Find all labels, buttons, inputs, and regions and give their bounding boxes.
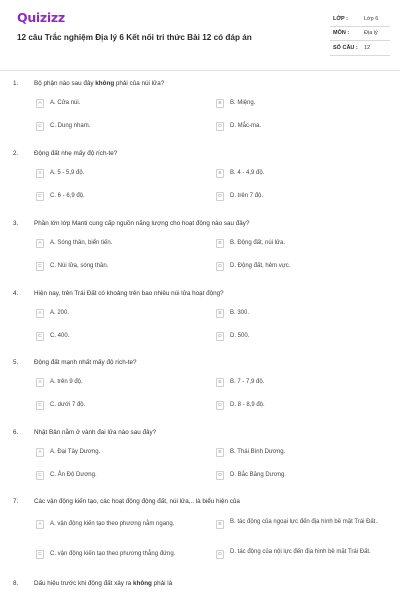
meta-label: SỐ CÂU : xyxy=(333,44,358,51)
option-text: D. trên 7 độ. xyxy=(230,193,264,199)
option-b[interactable] xyxy=(216,169,264,178)
meta-row-grade xyxy=(330,12,390,27)
option-c[interactable] xyxy=(36,332,69,341)
option-text: A. 200. xyxy=(50,310,70,316)
option-text: D. 8 - 8,9 độ. xyxy=(230,402,265,408)
question-text: Phần lớn lớp Manti cung cấp nguồn năng lượng cho hoạt động nào sau đây? xyxy=(34,220,250,227)
option-letter: D xyxy=(216,192,224,201)
option-letter: B xyxy=(216,169,224,178)
option-letter: D xyxy=(216,550,224,559)
quizizz-logo[interactable]: Quizizz xyxy=(17,10,65,25)
option-text: D. 500. xyxy=(230,333,250,339)
option-text: A. Sóng thần, biển tiến. xyxy=(50,240,113,246)
meta-row-subject xyxy=(330,27,390,42)
option-text: D. Động đất, hẻm vực. xyxy=(230,263,291,269)
option-d[interactable] xyxy=(216,192,263,201)
option-text: B. Động đất, núi lửa. xyxy=(230,240,286,246)
option-d[interactable] xyxy=(216,122,261,131)
option-text: A. vận động kiến tạo theo phương nằm ngang. xyxy=(50,521,175,527)
option-letter: B xyxy=(216,309,224,318)
option-d[interactable] xyxy=(216,550,380,559)
option-a[interactable] xyxy=(36,378,83,387)
worksheet-header xyxy=(0,0,400,66)
worksheet-title: 12 câu Trắc nghiệm Địa lý 6 Kết nối tri thức Bài 12 có đáp án xyxy=(17,33,252,42)
option-letter: C xyxy=(36,262,44,271)
option-c[interactable] xyxy=(36,192,85,201)
option-b[interactable] xyxy=(216,99,255,108)
option-b[interactable] xyxy=(216,309,249,318)
option-text: B. 300. xyxy=(230,310,250,316)
option-text: C. dưới 7 độ. xyxy=(50,402,86,408)
option-d[interactable] xyxy=(216,401,265,410)
option-a[interactable] xyxy=(36,99,80,108)
option-c[interactable] xyxy=(36,550,175,559)
option-text: C. Ấn Độ Dương. xyxy=(50,472,97,478)
option-text: C. Núi lửa, sóng thần. xyxy=(50,263,109,269)
option-a[interactable] xyxy=(36,309,69,318)
question-number: 6. xyxy=(13,429,19,436)
header-divider xyxy=(0,70,400,71)
option-letter: D xyxy=(216,122,224,131)
option-letter: A xyxy=(36,520,44,529)
option-letter: C xyxy=(36,471,44,480)
option-letter: D xyxy=(216,471,224,480)
option-letter: D xyxy=(216,401,224,410)
option-d[interactable] xyxy=(216,471,286,480)
option-letter: C xyxy=(36,401,44,410)
option-b[interactable] xyxy=(216,448,285,457)
question-number: 2. xyxy=(13,150,19,157)
option-letter: B xyxy=(216,520,224,529)
question-number: 8. xyxy=(13,580,19,587)
option-letter: B xyxy=(216,448,224,457)
question-text: Hiện nay, trên Trái Đất có khoảng trên bao nhiêu núi lửa hoạt động? xyxy=(34,290,224,297)
option-text: C. 6 - 6,9 độ. xyxy=(50,193,85,199)
meta-value: Lớp 6 xyxy=(364,15,379,22)
option-b[interactable] xyxy=(216,378,264,387)
question-text: Bộ phận nào sau đây không phải của núi lửa? xyxy=(34,80,165,87)
option-letter: A xyxy=(36,239,44,248)
option-letter: C xyxy=(36,122,44,131)
question-number: 5. xyxy=(13,359,19,366)
option-text: A. trên 9 độ. xyxy=(50,379,83,385)
question-number: 7. xyxy=(13,498,19,505)
option-text: B. Miệng. xyxy=(230,100,256,106)
option-letter: C xyxy=(36,332,44,341)
meta-label: LỚP : xyxy=(333,15,348,22)
option-letter: B xyxy=(216,239,224,248)
question-text: Các vận động kiến tạo, các hoạt động động đất, núi lửa,.. là biểu hiện của xyxy=(34,498,240,505)
option-b[interactable] xyxy=(216,239,285,248)
option-text: D. Bắc Băng Dương. xyxy=(230,472,286,478)
option-letter: D xyxy=(216,262,224,271)
option-c[interactable] xyxy=(36,122,90,131)
option-c[interactable] xyxy=(36,471,97,480)
option-b[interactable] xyxy=(216,520,380,529)
option-text: B. Thái Bình Dương. xyxy=(230,449,286,455)
option-text: D. Mắc-ma. xyxy=(230,123,262,129)
option-letter: A xyxy=(36,309,44,318)
question-text: Dấu hiệu trước khi động đất xảy ra không phải là xyxy=(34,580,173,587)
option-text: A. 5 - 5,9 độ. xyxy=(50,170,85,176)
option-letter: B xyxy=(216,99,224,108)
option-d[interactable] xyxy=(216,332,249,341)
option-text: B. 4 - 4,9 độ. xyxy=(230,170,265,176)
option-text: C. 400. xyxy=(50,333,70,339)
option-text: B. 7 - 7,9 độ. xyxy=(230,379,265,385)
question-text: Động đất mạnh nhất mấy độ rích-te? xyxy=(34,359,137,366)
option-letter: A xyxy=(36,169,44,178)
option-a[interactable] xyxy=(36,520,174,529)
option-a[interactable] xyxy=(36,169,84,178)
option-c[interactable] xyxy=(36,401,85,410)
question-text: Động đất nhẹ mấy độ rích-te? xyxy=(34,150,118,157)
option-c[interactable] xyxy=(36,262,108,271)
option-letter: B xyxy=(216,378,224,387)
meta-value: Địa lý xyxy=(364,30,378,37)
option-a[interactable] xyxy=(36,239,112,248)
question-number: 4. xyxy=(13,290,19,297)
meta-value: 12 xyxy=(364,44,371,51)
option-d[interactable] xyxy=(216,262,290,271)
option-letter: D xyxy=(216,332,224,341)
option-letter: A xyxy=(36,378,44,387)
question-number: 1. xyxy=(13,80,19,87)
meta-row-count xyxy=(330,41,390,56)
option-letter: A xyxy=(36,448,44,457)
option-letter: C xyxy=(36,550,44,559)
option-letter: A xyxy=(36,99,44,108)
option-letter: C xyxy=(36,192,44,201)
option-text: A. Đại Tây Dương. xyxy=(50,449,101,455)
option-text: A. Cửa núi. xyxy=(50,100,81,106)
option-text: C. Dung nham. xyxy=(50,123,91,129)
option-text: B. tác động của ngoại lực đến địa hình bề mặt Trái Đất. xyxy=(230,519,378,525)
question-text: Nhật Bản nằm ở vành đai lửa nào sau đây? xyxy=(34,429,157,436)
question-number: 3. xyxy=(13,220,19,227)
option-a[interactable] xyxy=(36,448,100,457)
meta-label: MÔN : xyxy=(333,30,350,37)
worksheet-meta xyxy=(330,12,390,56)
option-text: C. vận động kiến tạo theo phương thẳng đứng. xyxy=(50,551,176,557)
option-text: D. tác động của nội lực đến địa hình bề mặt Trái Đất. xyxy=(230,549,371,555)
